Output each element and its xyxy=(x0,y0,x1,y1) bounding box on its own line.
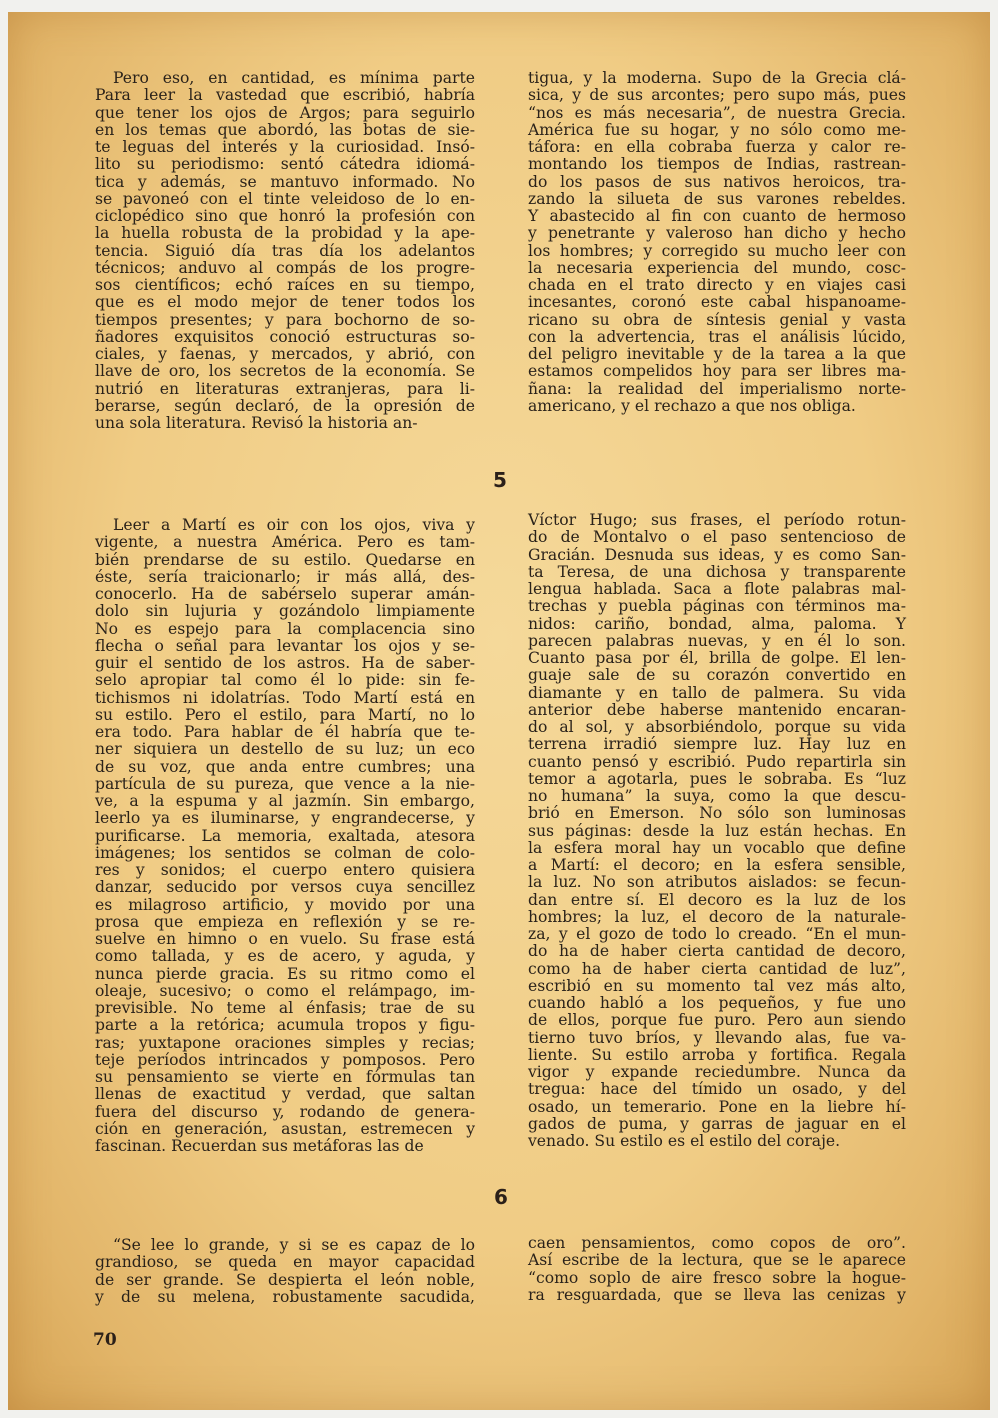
text-line: es milagroso artificio, y movido por una xyxy=(95,895,475,914)
text-line: montando los tiempos de Indias, rastrean- xyxy=(528,155,906,174)
text-line: temor a agotarla, pues le sobraba. Es “luz xyxy=(528,769,906,788)
text-line: sus páginas: desde la luz están hechas. En xyxy=(528,821,906,840)
text-line: chada en el trato directo y en viajes casi xyxy=(528,276,906,294)
text-line: la luz. No son atributos aislados: se fecun- xyxy=(528,873,906,892)
text-line: dan entre sí. El decoro es la luz de los xyxy=(528,890,906,909)
text-line: “como soplo de aire fresco sobre la hogue- xyxy=(528,1268,906,1287)
text-line: ras; yuxtapone oraciones simples y recias; xyxy=(95,1033,475,1052)
text-line: Víctor Hugo; sus frases, el período rotun- xyxy=(528,511,906,529)
text-line: “nos es más necesaria”, de nuestra Grecia. xyxy=(528,103,906,122)
text-line: como tallada, y es de acero, y aguda, y xyxy=(95,947,475,966)
text-line: fuera del discurso y, rodando de genera- xyxy=(95,1102,475,1121)
text-line: tregua: hace del tímido un osado, y del xyxy=(528,1080,906,1099)
text-line: previsible. No teme al énfasis; trae de su xyxy=(95,999,475,1017)
text-line: nunca pierde gracia. Es su ritmo como el xyxy=(95,964,475,983)
text-line: estamos compelidos hoy para ser libres ma- xyxy=(528,362,906,381)
text-line: la esfera moral hay un vocablo que define xyxy=(528,838,906,857)
text-line: oleaje, sucesivo; o como el relámpago, im- xyxy=(95,981,475,1000)
text-line: partícula de su pureza, que vence a la nie- xyxy=(95,774,475,793)
text-line: táfora: en ella cobraba fuerza y calor re- xyxy=(528,138,906,156)
text-line: éste, sería traicionarlo; ir más allá, des- xyxy=(95,567,475,586)
text-line: sos científicos; echó raíces en su tiempo, xyxy=(95,276,475,294)
text-line: sica, y de sus arcontes; pero supo más, pues xyxy=(528,86,906,105)
text-block-1 xyxy=(95,70,475,432)
text-line: América fue su hogar, y no sólo como me- xyxy=(528,120,906,139)
text-line: venado. Su estilo es el estilo del coraje. xyxy=(528,1132,841,1150)
text-line: en los temas que abordó, las botas de sie- xyxy=(95,120,475,139)
text-line: tierno tuvo bríos, y llevando alas, fue va- xyxy=(528,1028,906,1047)
text-line: y penetrante y valeroso han dicho y hecho xyxy=(528,224,906,243)
text-line: bién prendarse de su estilo. Quedarse en xyxy=(95,550,475,569)
text-line: grandioso, se queda en mayor capacidad xyxy=(95,1253,475,1272)
text-line: lengua hablada. Saca a flote palabras mal- xyxy=(528,580,906,598)
text-line: te leguas del interés y la curiosidad. Insó- xyxy=(95,138,475,156)
text-line: a Martí: el decoro; en la esfera sensible, xyxy=(528,856,906,874)
text-line: llenas de exactitud y verdad, que saltan xyxy=(95,1085,475,1104)
text-line: ciclopédico sino que honró la profesión con xyxy=(95,207,475,225)
book-page xyxy=(8,12,990,1410)
text-line: su estilo. Pero el estilo, para Martí, no lo xyxy=(95,705,475,724)
text-line: ción en generación, asustan, estremecen y xyxy=(95,1119,475,1138)
text-line: No es espejo para la complacencia sino xyxy=(95,619,475,638)
text-line: ve, a la espuma y al jazmín. Sin embargo, xyxy=(95,792,475,810)
text-line: gados de puma, y garras de jaguar en el xyxy=(528,1114,906,1133)
text-line: caen pensamientos, como copos de oro”. xyxy=(528,1234,906,1252)
text-line: los hombres; y corregido su mucho leer con xyxy=(528,241,906,260)
text-line: que tener los ojos de Argos; para seguirlo xyxy=(95,103,475,122)
text-line: ñadores exquisitos conoció estructuras so- xyxy=(95,327,475,346)
text-line: de ser grande. Se despierta el león noble, xyxy=(95,1270,475,1289)
text-line: una sola literatura. Revisó la historia an- xyxy=(95,414,418,432)
text-line: se pavoneó con el tinte veleidoso de lo en- xyxy=(95,189,475,208)
text-line: de su voz, que anda entre cumbres; una xyxy=(95,757,475,776)
text-line: vigor y expande reciedumbre. Nunca da xyxy=(528,1063,906,1081)
text-line: tichismos ni idolatrías. Todo Martí está en xyxy=(95,688,475,707)
text-line: dolo sin lujuria y gozándolo limpiamente xyxy=(95,602,475,621)
text-line: terrena irradió siempre luz. Hay luz en xyxy=(528,735,906,754)
text-line: hombres; la luz, el decoro de la naturale- xyxy=(528,907,906,926)
text-line: res y sonidos; el cuerpo entero quisiera xyxy=(95,861,475,879)
text-line: cuanto pensó y escribió. Pudo repartirla sin xyxy=(528,752,906,771)
text-block-6 xyxy=(528,1235,906,1304)
text-line: tencia. Siguió día tras día los adelantos xyxy=(95,241,475,260)
text-line: Para leer la vastedad que escribió, habría xyxy=(95,86,475,105)
text-line: Gracián. Desnuda sus ideas, y es como San- xyxy=(528,545,906,564)
text-line: do los pasos de sus nativos heroicos, tra- xyxy=(528,172,906,191)
text-line: imágenes; los sentidos se colman de colo- xyxy=(95,843,475,862)
text-line: do de Montalvo o el paso sentencioso de xyxy=(528,528,906,547)
text-line: con la advertencia, tras el análisis lúcido, xyxy=(528,327,906,346)
text-line: ricano su obra de síntesis genial y vasta xyxy=(528,310,906,329)
text-block-2 xyxy=(528,70,906,415)
section-number: 5 xyxy=(493,468,507,492)
text-line: lito su periodismo: sentó cátedra idiomá- xyxy=(95,155,475,174)
section-number: 6 xyxy=(494,1185,508,1209)
text-block-4 xyxy=(528,512,906,1150)
text-line: prosa que empieza en reflexión y se re- xyxy=(95,912,475,931)
text-line: Leer a Martí es oir con los ojos, viva y xyxy=(113,516,475,534)
text-line: guaje sale de su corazón convertido en xyxy=(528,666,906,685)
text-line: do al sol, y absorbiéndolo, porque su vida xyxy=(528,718,906,736)
text-line: zando la silueta de sus varones rebeldes. xyxy=(528,189,906,208)
text-line: era todo. Para hablar de él habría que te- xyxy=(95,723,475,741)
page-number: 70 xyxy=(93,1330,117,1350)
text-line: como ha de haber cierta cantidad de luz”, xyxy=(528,959,906,978)
text-line: conocerlo. Ha de sabérselo superar amán- xyxy=(95,585,475,603)
text-line: Cuanto pasa por él, brilla de golpe. El len- xyxy=(528,649,906,667)
text-line: la necesaria experiencia del mundo, cosc- xyxy=(528,258,906,277)
text-line: y de su melena, robustamente sacudida, xyxy=(95,1287,475,1306)
text-line: danzar, seducido por versos cuya sencillez xyxy=(95,878,475,897)
text-line: ciales, y faenas, y mercados, y abrió, con xyxy=(95,345,475,363)
text-line: Pero eso, en cantidad, es mínima parte xyxy=(113,69,475,87)
text-line: trechas y puebla páginas con términos ma- xyxy=(528,597,906,616)
text-line: fascinan. Recuerdan sus metáforas las de xyxy=(95,1137,424,1155)
text-line: liente. Su estilo arroba y fortifica. Regala xyxy=(528,1045,906,1064)
text-line: suelve en himno o en vuelo. Su frase está xyxy=(95,930,475,948)
text-line: flecha o señal para levantar los ojos y se- xyxy=(95,636,475,655)
text-line: nutrió en literaturas extranjeras, para li- xyxy=(95,379,475,398)
text-line: Y abastecido al fin con cuanto de hermoso xyxy=(528,207,906,225)
text-line: berarse, según declaró, de la opresión de xyxy=(95,396,475,415)
text-line: del peligro inevitable y de la tarea a la que xyxy=(528,345,906,363)
text-line: parecen palabras nuevas, y en él lo son. xyxy=(528,631,906,650)
text-line: nidos: cariño, bondad, alma, paloma. Y xyxy=(528,614,906,633)
text-line: za, y el gozo de todo lo creado. “En el mun- xyxy=(528,925,906,943)
text-line: no humana” la suya, como la que descu- xyxy=(528,787,906,805)
text-line: anterior debe haberse mantenido encaran- xyxy=(528,700,906,719)
text-line: teje períodos intrincados y pomposos. Pero xyxy=(95,1050,475,1069)
text-line: americano, y el rechazo a que nos obliga. xyxy=(528,396,856,415)
text-line: leerlo ya es iluminarse, y engrandecerse, y xyxy=(95,809,475,828)
text-line: la huella robusta de la probidad y la ape- xyxy=(95,224,475,243)
text-line: su pensamiento se vierte en fórmulas tan xyxy=(95,1068,475,1086)
text-line: ner siquiera un destello de su luz; un eco xyxy=(95,740,475,759)
text-line: guir el sentido de los astros. Ha de saber- xyxy=(95,654,475,672)
text-line: osado, un temerario. Pone en la liebre hí- xyxy=(528,1097,906,1116)
text-line: de ellos, porque fue puro. Pero aun siendo xyxy=(528,1011,906,1030)
text-line: ñana: la realidad del imperialismo norte- xyxy=(528,379,906,398)
text-line: escribió en su momento tal vez más alto, xyxy=(528,976,906,995)
text-line: técnicos; anduvo al compás de los progre- xyxy=(95,258,475,277)
text-line: diamante y en tallo de palmera. Su vida xyxy=(528,683,906,702)
text-block-3 xyxy=(95,517,475,1155)
text-line: do ha de haber cierta cantidad de decoro, xyxy=(528,942,906,961)
text-line: llave de oro, los secretos de la economía. Se xyxy=(95,362,475,381)
text-line: selo apropiar tal como él lo pide: sin fe- xyxy=(95,671,475,690)
text-line: parte a la retórica; acumula tropos y figu- xyxy=(95,1016,475,1035)
text-line: tica y además, se mantuvo informado. No xyxy=(95,172,475,191)
text-line: Así escribe de la lectura, que se le aparece xyxy=(528,1251,906,1270)
text-line: ra resguardada, que se lleva las cenizas y xyxy=(528,1285,906,1304)
text-block-5 xyxy=(95,1237,475,1306)
text-line: tiempos presentes; y para bochorno de so- xyxy=(95,310,475,329)
text-line: que es el modo mejor de tener todos los xyxy=(95,293,475,312)
text-line: cuando habló a los pequeños, y fue uno xyxy=(528,994,906,1012)
text-line: vigente, a nuestra América. Pero es tam- xyxy=(95,533,475,552)
text-line: “Se lee lo grande, y si se es capaz de lo xyxy=(113,1236,475,1254)
text-line: brió en Emerson. No sólo son luminosas xyxy=(528,804,906,823)
text-line: purificarse. La memoria, exaltada, atesora xyxy=(95,826,475,845)
text-line: tigua, y la moderna. Supo de la Grecia clá- xyxy=(528,69,906,87)
text-line: incesantes, coronó este cabal hispanoame- xyxy=(528,293,906,312)
text-line: ta Teresa, de una dichosa y transparente xyxy=(528,562,906,581)
